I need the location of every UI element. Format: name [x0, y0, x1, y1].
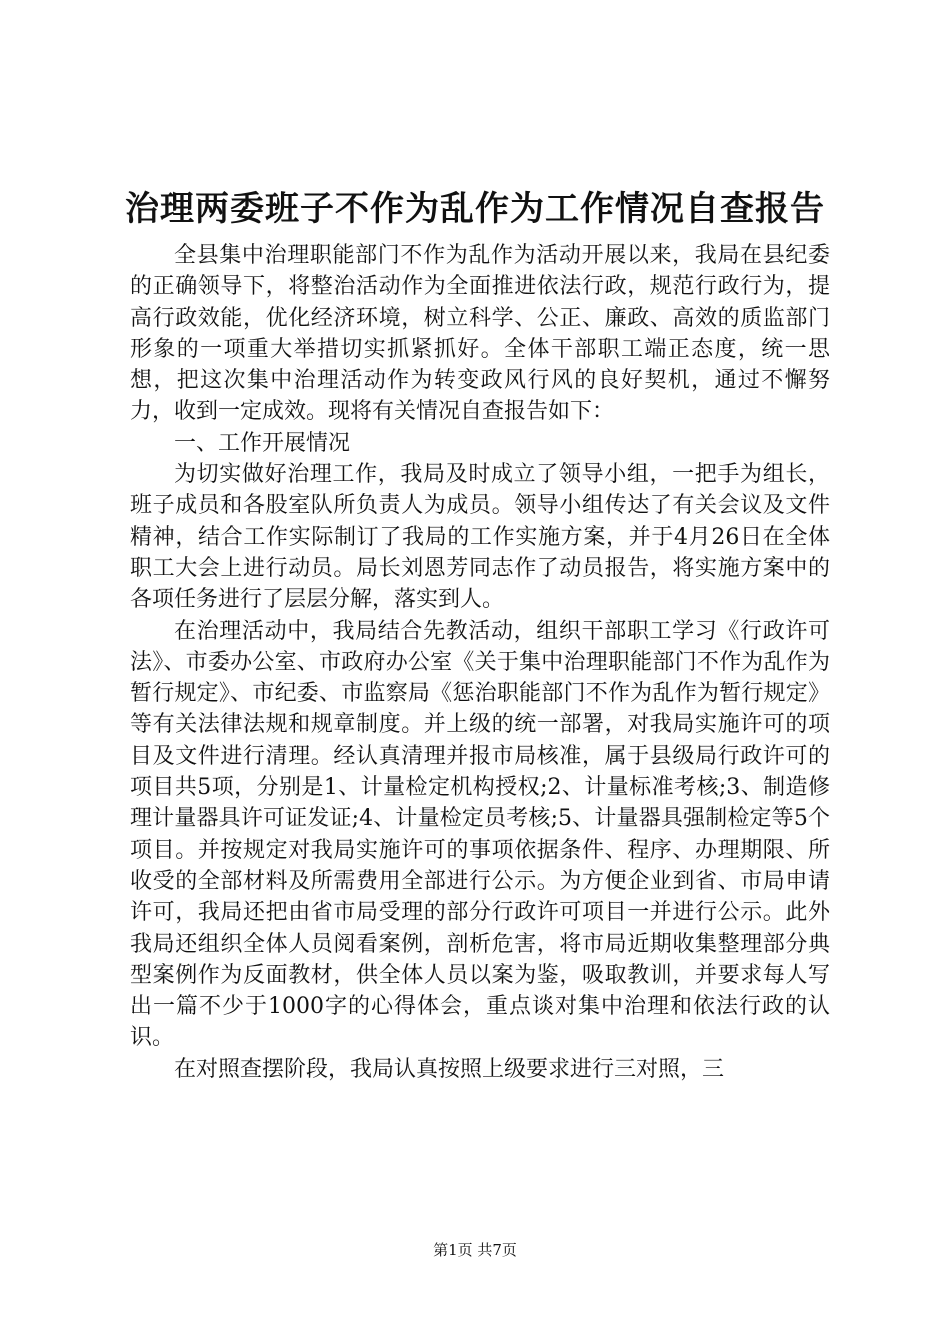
- paragraph-review-stage: 在对照查摆阶段，我局认真按照上级要求进行三对照，三: [174, 1056, 725, 1082]
- paragraph-leadership: 为切实做好治理工作，我局及时成立了领导小组，一把手为组长，班子成员和各股室队所负责人为成员。领导小组传达了有关会议及文件精神，结合工作实际制订了我局的工作实施方案，并于4月26日在全体职工大会上进行动员。局长刘恩芳同志作了动员报告，将实施方案中的各项任务进行了层层分解，落实到人。: [130, 462, 830, 613]
- document-body: [130, 240, 830, 1085]
- section-heading: 一、工作开展情况: [174, 430, 351, 456]
- paragraph-intro: 全县集中治理职能部门不作为乱作为活动开展以来，我局在县纪委的正确领导下，将整治活动作为全面推进依法行政，规范行政行为，提高行政效能，优化经济环境，树立科学、公正、廉政、高效的质监部门形象的一项重大举措切实抓紧抓好。全体干部职工端正态度，统一思想，把这次集中治理活动作为转变政风行风的良好契机，通过不懈努力，收到一定成效。现将有关情况自查报告如下：: [130, 243, 830, 425]
- paragraph-activities: 在治理活动中，我局结合先教活动，组织干部职工学习《行政许可法》、市委办公室、市政府办公室《关于集中治理职能部门不作为乱作为暂行规定》、市纪委、市监察局《惩治职能部门不作为乱作为暂行规定》等有关法律法规和规章制度。并上级的统一部署，对我局实施许可的项目及文件进行清理。经认真清理并报市局核准，属于县级局行政许可的项目共5项，分别是1、计量检定机构授权;2、计量标准考核;3、制造修理计量器具许可证发证;4、计量检定员考核;5、计量器具强制检定等5个项目。并按规定对我局实施许可的事项依据条件、程序、办理期限、所收受的全部材料及所需费用全部进行公示。为方便企业到省、市局申请许可，我局还把由省市局受理的部分行政许可项目一并进行公示。此外我局还组织全体人员阅看案例，剖析危害，将市局近期收集整理部分典型案例作为反面教材，供全体人员以案为鉴，吸取教训，并要求每人写出一篇不少于1000字的心得体会，重点谈对集中治理和依法行政的认识。: [130, 618, 830, 1051]
- page-number: 第1页 共7页: [433, 1241, 517, 1259]
- document-title: 治理两委班子不作为乱作为工作情况自查报告: [125, 189, 825, 229]
